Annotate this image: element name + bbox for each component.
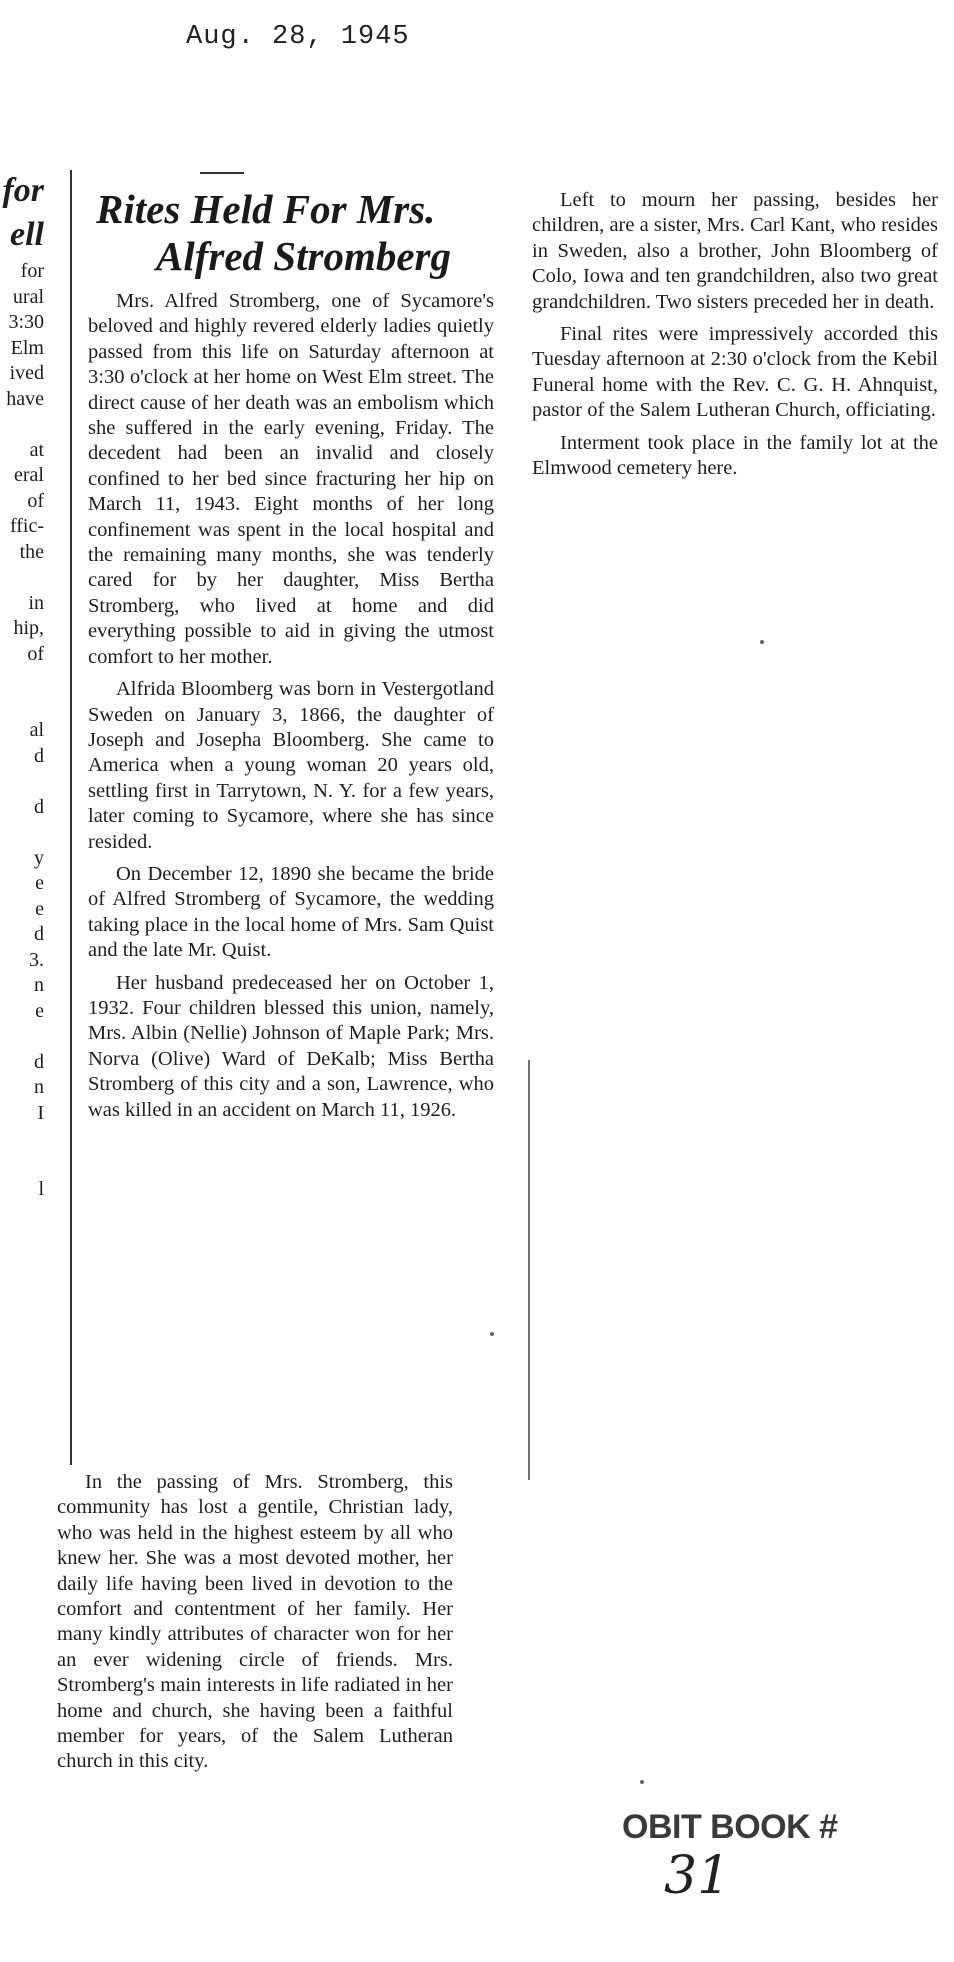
scan-speck xyxy=(490,1332,494,1336)
fragment-line: l xyxy=(38,1178,44,1200)
column-rule-right xyxy=(528,1060,530,1480)
fragment-line: n xyxy=(34,974,44,996)
scan-speck xyxy=(760,640,764,644)
fragment-line: the xyxy=(19,540,44,563)
scan-speck xyxy=(640,1780,644,1784)
headline-rule xyxy=(200,172,244,174)
paragraph: On December 12, 1890 she became the bride of Alfred Stromberg of Sycamore, the wedding taking place in the local home of Mrs. Sam Quist and the late Mr. Quist. xyxy=(88,862,494,962)
fragment-line: ived xyxy=(9,362,44,384)
headline xyxy=(96,186,496,280)
fragment-line: d xyxy=(34,1050,44,1073)
fragment-line: of xyxy=(27,489,44,512)
left-column-fragment xyxy=(0,172,48,1472)
fragment-line: e xyxy=(35,872,44,894)
fragment-line: of xyxy=(27,642,44,665)
fragment-line: n xyxy=(34,1076,44,1098)
fragment-line: for xyxy=(20,260,44,282)
article-column-a xyxy=(88,289,494,1130)
fragment-line: at xyxy=(29,438,44,461)
paragraph: Her husband predeceased her on October 1, 1932. Four children blessed this union, namely, Mrs. Albin (Nellie) Johnson of Maple Park; Mrs. Norva (Olive) Ward of DeKalb; Miss Bertha Stromberg of this city and a son, Lawrence, who was killed in an accident on March 11, 1926. xyxy=(88,971,494,1121)
fragment-line: y xyxy=(34,846,44,869)
clipping-date: Aug. 28, 1945 xyxy=(186,22,410,52)
fragment-headline: for xyxy=(2,172,44,209)
fragment-line: eral xyxy=(14,464,44,486)
handwritten-book-number: 31 xyxy=(664,1846,731,1906)
obit-book-stamp: OBIT BOOK # xyxy=(622,1808,838,1846)
fragment-line: d xyxy=(34,795,44,818)
article-column-c xyxy=(532,188,938,488)
fragment-line: in xyxy=(28,591,44,614)
paragraph: In the passing of Mrs. Stromberg, this community has lost a gentile, Christian lady, who was held in the highest esteem by all who knew her. She was a most devoted mother, her daily life having been lived in devotion to the comfort and contentment of her family. Her many kindly attributes of character won for her an ever widening circle of friends. Mrs. Stromberg's main interests in life radiated in her home and church, she having been a faithful member for years, of the Salem Lutheran church in this city. xyxy=(57,1471,453,1773)
article-column-b xyxy=(57,1470,453,1782)
fragment-line: I xyxy=(37,1101,44,1124)
fragment-line: ffic- xyxy=(9,515,44,537)
headline-line-1: Rites Held For Mrs. xyxy=(96,186,436,232)
column-rule-left xyxy=(70,170,72,1465)
paragraph: Final rites were impressively accorded this Tuesday afternoon at 2:30 o'clock from the Kebil Funeral home with the Rev. C. G. H. Ahnquist, pastor of the Salem Lutheran Church, officiating. xyxy=(532,323,938,422)
fragment-line: d xyxy=(34,744,44,767)
fragment-line: Elm xyxy=(10,336,44,359)
fragment-line: hip, xyxy=(13,617,44,639)
fragment-line: e xyxy=(35,999,44,1022)
fragment-line: ural xyxy=(12,285,44,308)
paragraph: Mrs. Alfred Stromberg, one of Sycamore's beloved and highly revered elderly ladies quietly passed from this life on Saturday afternoon at 3:30 o'clock at her home on West Elm street. The direct cause of her death was an embolism which she suffered in the early evening, Friday. The decedent had been an invalid and closely confined to her bed since fracturing her hip on March 11, 1943. Eight months of her long confinement was spent in the local hospital and the remaining many months, she was tenderly cared for by her daughter, Miss Bertha Stromberg, who lived at home and did everything possible to aid in giving the utmost comfort to her mother. xyxy=(88,290,494,668)
fragment-line: al xyxy=(29,719,44,741)
fragment-headline: ell xyxy=(10,216,44,253)
headline-line-2: Alfred Stromberg xyxy=(156,233,451,279)
fragment-line: 3. xyxy=(29,948,44,971)
fragment-line: have xyxy=(6,387,44,410)
fragment-line: 3:30 xyxy=(8,311,44,333)
fragment-line: e xyxy=(35,897,44,920)
paragraph: Alfrida Bloomberg was born in Vestergotland Sweden on January 3, 1866, the daughter of Joseph and Josepha Bloomberg. She came to America when a young woman 20 years old, settling first in Tarrytown, N. Y. for a few years, later coming to Sycamore, where she has since resided. xyxy=(88,678,494,853)
fragment-line: d xyxy=(34,923,44,945)
paragraph: Left to mourn her passing, besides her children, are a sister, Mrs. Carl Kant, who resides in Sweden, also a brother, John Bloomberg of Colo, Iowa and ten grandchildren, also two great grandchildren. Two sisters preceded her in death. xyxy=(532,189,938,313)
paragraph: Interment took place in the family lot at the Elmwood cemetery here. xyxy=(532,431,938,480)
